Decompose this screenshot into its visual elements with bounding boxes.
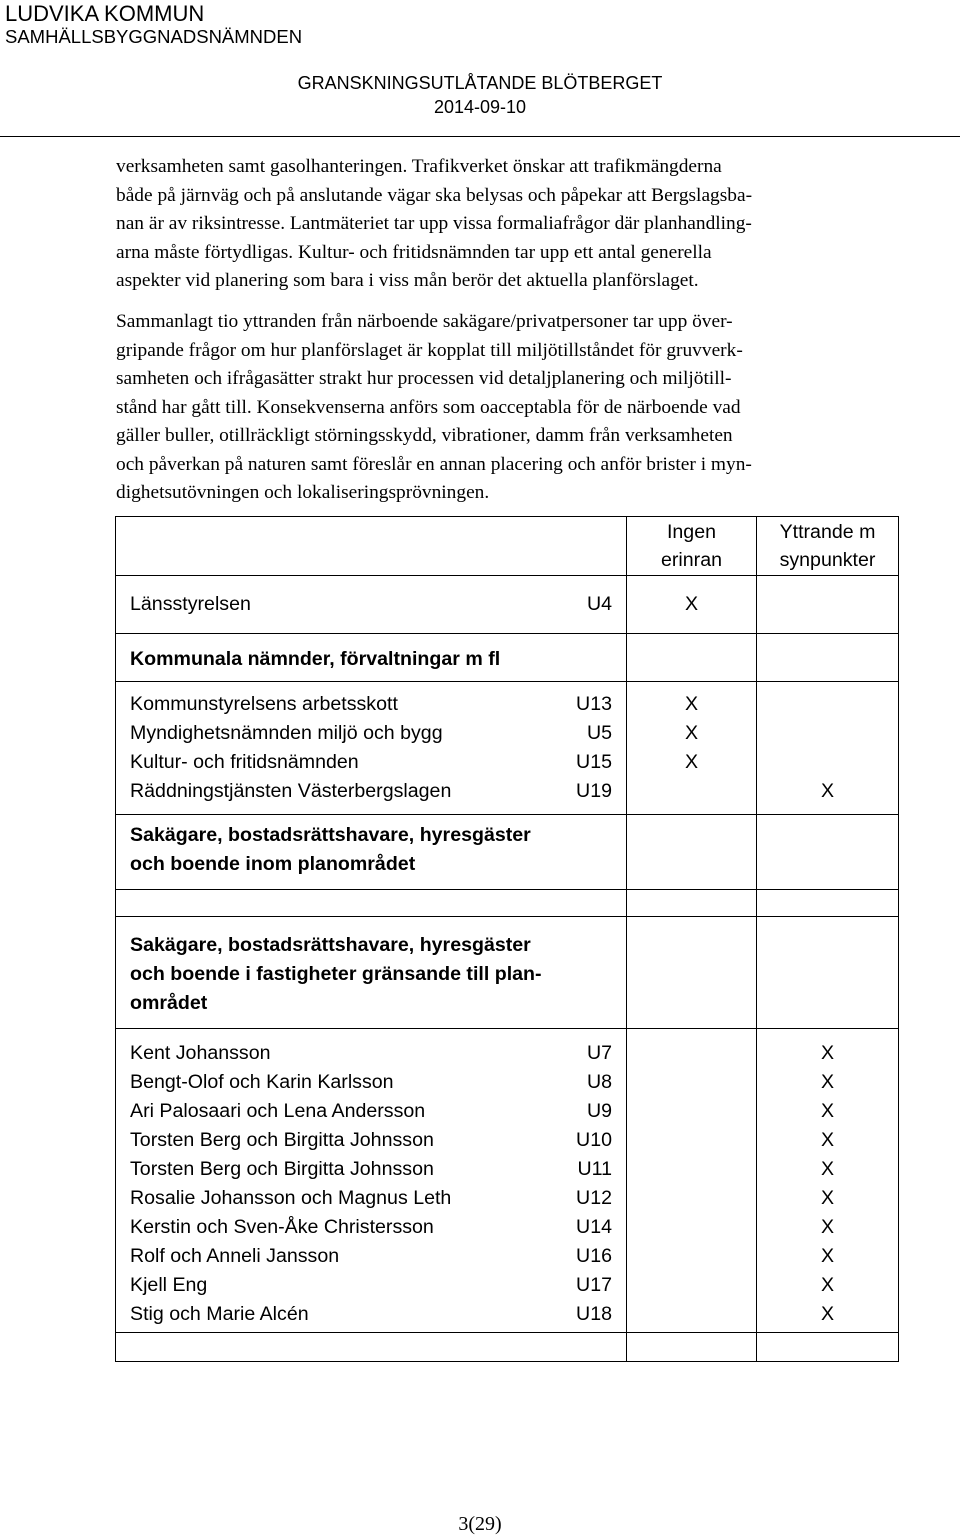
empty-cell xyxy=(627,890,757,917)
mark-x: X xyxy=(820,1042,835,1064)
paragraph-residents xyxy=(116,308,906,508)
heading-line: området xyxy=(130,992,208,1014)
header-label: Ingen xyxy=(666,521,717,543)
entry-line xyxy=(116,590,626,619)
mark-x: X xyxy=(820,1158,835,1180)
entry-line xyxy=(116,1300,626,1329)
mark-column xyxy=(757,690,898,806)
ingen-erinran-cell xyxy=(627,634,757,682)
section-heading-inom xyxy=(116,821,626,879)
entry-name: Rolf och Anneli Jansson xyxy=(130,1245,340,1267)
yttrande-cell xyxy=(757,682,899,815)
section-row xyxy=(116,917,899,1029)
header-divider xyxy=(0,136,960,137)
remiss-table xyxy=(115,516,899,1362)
section-cell xyxy=(116,917,627,1029)
section-row xyxy=(116,815,899,890)
heading-line: och boende inom planområdet xyxy=(130,853,416,875)
entry-list xyxy=(116,690,626,806)
document-title: GRANSKNINGSUTLÅTANDE BLÖTBERGET xyxy=(297,73,663,93)
mark-empty xyxy=(757,690,898,719)
entry-name: Stig och Marie Alcén xyxy=(130,1303,309,1325)
organization-name: LUDVIKA KOMMUN xyxy=(5,1,205,26)
text-line: och påverkan på naturen samt föreslår en annan placering och anför brister i myn- xyxy=(116,453,752,475)
empty-row xyxy=(116,1333,899,1362)
entry-code: U7 xyxy=(586,1042,612,1064)
heading-line: Sakägare, bostadsrättshavare, hyresgäster xyxy=(130,934,531,956)
entry-code: U10 xyxy=(576,1129,612,1151)
mark-x: X xyxy=(684,693,699,715)
empty-cell xyxy=(116,1333,627,1362)
yttrande-cell xyxy=(757,815,899,890)
entry-line xyxy=(116,1242,626,1271)
name-cell xyxy=(116,576,627,634)
mark-empty xyxy=(757,748,898,777)
mark-column xyxy=(757,1039,898,1329)
mark-empty xyxy=(627,1039,756,1068)
empty-row xyxy=(116,890,899,917)
entry-name: Kjell Eng xyxy=(130,1274,208,1296)
department-name: SAMHÄLLSBYGGNADSNÄMNDEN xyxy=(5,26,303,47)
ingen-erinran-cell xyxy=(627,682,757,815)
section-heading-gransande xyxy=(116,931,626,1018)
mark-x: X xyxy=(684,751,699,773)
table-row xyxy=(116,1029,899,1333)
empty-cell xyxy=(757,1333,899,1362)
ingen-erinran-cell xyxy=(627,576,757,634)
entry-name: Räddningstjänsten Västerbergslagen xyxy=(130,780,452,802)
mark-x: X xyxy=(820,1303,835,1325)
empty-cell xyxy=(757,890,899,917)
mark-x: X xyxy=(684,593,699,615)
mark-x: X xyxy=(820,1100,835,1122)
entry-name: Bengt-Olof och Karin Karlsson xyxy=(130,1071,394,1093)
entry-line xyxy=(116,1039,626,1068)
entry-line xyxy=(116,748,626,777)
yttrande-cell xyxy=(757,1029,899,1333)
entry-line xyxy=(116,1126,626,1155)
section-heading-kommunala: Kommunala nämnder, förvaltningar m fl xyxy=(130,648,501,670)
mark-empty xyxy=(627,1155,756,1184)
table-header-row xyxy=(116,517,899,576)
header-empty-cell xyxy=(116,517,627,576)
entry-line xyxy=(116,1184,626,1213)
text-line: dighetsutövningen och lokaliseringsprövningen. xyxy=(116,482,490,503)
table-row xyxy=(116,576,899,634)
mark-empty xyxy=(627,1097,756,1126)
section-row xyxy=(116,634,899,682)
mark-column xyxy=(627,1039,756,1329)
text-line: Sammanlagt tio yttranden från närboende sakägare/privatpersoner tar upp över- xyxy=(116,311,733,332)
ingen-erinran-cell xyxy=(627,1029,757,1333)
entry-code: U4 xyxy=(586,593,612,615)
text-line: arna måste förtydligas. Kultur- och fritidsnämnden tar upp ett antal generella xyxy=(116,241,712,263)
mark-x: X xyxy=(820,1129,835,1151)
mark-empty xyxy=(627,1242,756,1271)
entry-code: U9 xyxy=(586,1100,612,1122)
entry-code: U13 xyxy=(576,693,612,715)
header-label: erinran xyxy=(661,549,722,571)
text-line: nan är av riksintresse. Lantmäteriet tar upp vissa formaliafrågor där planhandling- xyxy=(116,213,752,234)
entry-code: U11 xyxy=(577,1158,612,1180)
ingen-erinran-cell xyxy=(627,917,757,1029)
entry-line xyxy=(116,1068,626,1097)
mark-empty xyxy=(627,1271,756,1300)
mark-empty xyxy=(627,1068,756,1097)
heading-line: och boende i fastigheter gränsande till plan- xyxy=(130,963,542,985)
header-label: Yttrande m xyxy=(779,521,876,543)
ingen-erinran-cell xyxy=(627,815,757,890)
entry-line xyxy=(116,1271,626,1300)
mark-empty xyxy=(627,1184,756,1213)
mark-x: X xyxy=(820,1274,835,1296)
entry-code: U16 xyxy=(576,1245,612,1267)
text-line: både på järnväg och på anslutande vägar ska belysas och påpekar att Bergslagsba- xyxy=(116,184,753,206)
paragraph-authorities xyxy=(116,153,906,296)
mark-x: X xyxy=(820,1187,835,1209)
mark-x: X xyxy=(684,722,699,744)
entry-line xyxy=(116,1155,626,1184)
entry-code: U19 xyxy=(576,780,612,802)
header-ingen-erinran xyxy=(627,517,757,576)
yttrande-cell xyxy=(757,576,899,634)
yttrande-cell xyxy=(757,917,899,1029)
entry-name: Rosalie Johansson och Magnus Leth xyxy=(130,1187,452,1209)
entry-code: U5 xyxy=(586,722,612,744)
yttrande-cell xyxy=(757,634,899,682)
name-cell xyxy=(116,682,627,815)
section-cell xyxy=(116,815,627,890)
mark-x: X xyxy=(820,1216,835,1238)
entry-name: Kerstin och Sven-Åke Christersson xyxy=(130,1216,434,1238)
entry-name: Länsstyrelsen xyxy=(130,593,251,615)
entry-line xyxy=(116,690,626,719)
entry-code: U15 xyxy=(576,751,612,773)
entry-name: Kent Johansson xyxy=(130,1042,271,1064)
entry-code: U8 xyxy=(586,1071,612,1093)
mark-x: X xyxy=(820,780,835,802)
text-line: stånd har gått till. Konsekvenserna anförs som oacceptabla för de närboende vad xyxy=(116,396,741,418)
entry-name: Kommunstyrelsens arbetsskott xyxy=(130,693,398,715)
entry-line xyxy=(116,719,626,748)
entry-name: Torsten Berg och Birgitta Johnsson xyxy=(130,1129,434,1151)
name-cell xyxy=(116,1029,627,1333)
text-line: gripande frågor om hur planförslaget är kopplat till miljötillståndet för gruvverk- xyxy=(116,339,743,361)
mark-empty xyxy=(627,1126,756,1155)
mark-x: X xyxy=(820,1245,835,1267)
entry-line xyxy=(116,1097,626,1126)
heading-line: Sakägare, bostadsrättshavare, hyresgäster xyxy=(130,824,531,846)
entry-line xyxy=(116,1213,626,1242)
mark-x: X xyxy=(820,1071,835,1093)
entry-name: Ari Palosaari och Lena Andersson xyxy=(130,1100,426,1122)
mark-column xyxy=(627,690,756,806)
section-cell xyxy=(116,634,627,682)
empty-cell xyxy=(627,1333,757,1362)
header-label: synpunkter xyxy=(779,549,876,571)
entry-name: Myndighetsnämnden miljö och bygg xyxy=(130,722,443,744)
header-yttrande xyxy=(757,517,899,576)
page-number: 3(29) xyxy=(458,1513,502,1535)
entry-code: U14 xyxy=(576,1216,612,1238)
mark-empty xyxy=(757,719,898,748)
entry-name: Torsten Berg och Birgitta Johnsson xyxy=(130,1158,434,1180)
document-date: 2014-09-10 xyxy=(433,97,527,117)
text-line: gäller buller, otillräckligt störningsskydd, vibrationer, damm från verksamheten xyxy=(116,425,733,446)
entry-list xyxy=(116,1039,626,1329)
entry-code: U17 xyxy=(576,1274,612,1296)
text-line: aspekter vid planering som bara i viss mån berör det aktuella planförslaget. xyxy=(116,270,699,291)
table-row xyxy=(116,682,899,815)
mark-empty xyxy=(627,1300,756,1329)
mark-empty xyxy=(627,1213,756,1242)
entry-code: U18 xyxy=(576,1303,612,1325)
mark-empty xyxy=(627,777,756,806)
entry-line xyxy=(116,777,626,806)
entry-name: Kultur- och fritidsnämnden xyxy=(130,751,359,773)
text-line: verksamheten samt gasolhanteringen. Trafikverket önskar att trafikmängderna xyxy=(116,156,722,177)
empty-cell xyxy=(116,890,627,917)
text-line: samheten och ifrågasätter strakt hur processen vid detaljplanering och miljötill- xyxy=(116,368,732,389)
entry-code: U12 xyxy=(576,1187,612,1209)
